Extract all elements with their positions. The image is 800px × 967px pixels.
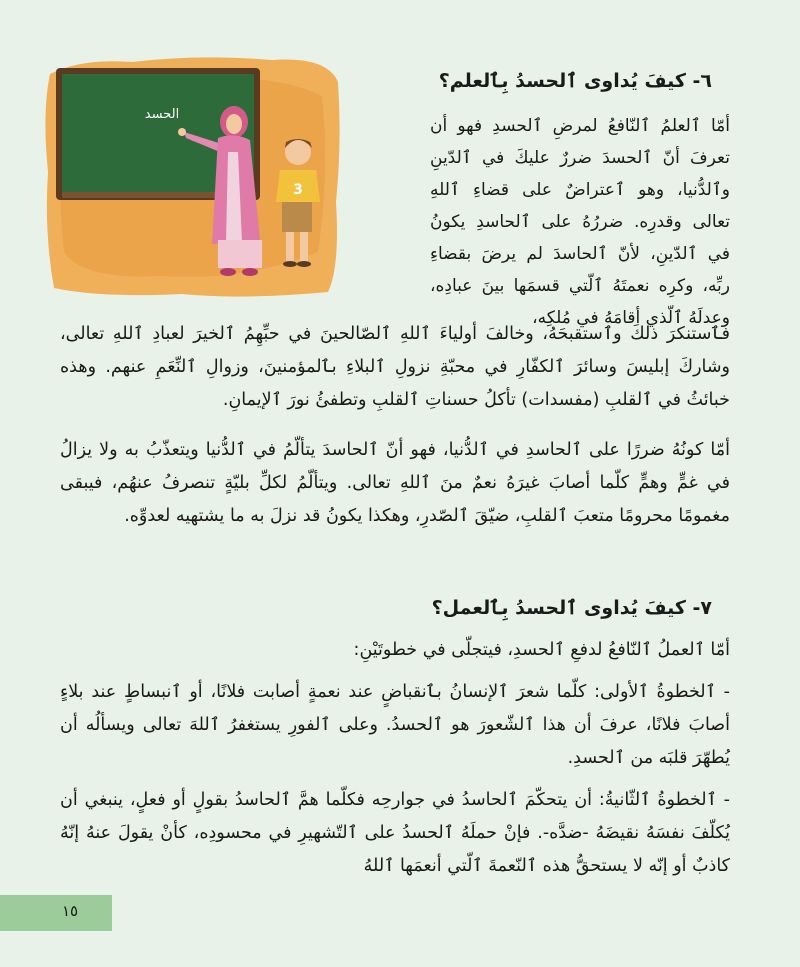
paragraph-text: فٱستنكرَ ذلكَ وٱستقبحَهُ، وخالفَ أولياءَ ٱللهِ ٱلصّالحينَ في حبِّهِمُ ٱلخيرَ لعبادِ ٱللهِ تعالى، وشاركَ إبليسَ وسائرَ ٱلكفّارِ في محبّةِ نزولِ ٱلبلاءِ بٱلمؤمنينَ، وزوالِ ٱلنِّعَمِ عنهم. وهذه خبائثُ في ٱلقلبِ (مفسدات) تأكلُ حسناتِ ٱلقلبِ وتطفئُ نورَ ٱلإيمانِ. (60, 324, 730, 410)
paragraph-text: - ٱلخطوةُ ٱلأولى: كلّما شعرَ ٱلإنسانُ بٱنقباضٍ عند نعمةٍ أصابت فلانًا، أو ٱنبساطٍ عند بلاءٍ أصابَ فلانًا، عرفَ أن هذا ٱلشّعورَ هو ٱلحسدُ. وعلى ٱلفورِ يستغفرُ ٱللهَ تعالى ويسألُه أن يُطهّرَ قلبَه من ٱلحسدِ. (60, 682, 730, 768)
shirt-number: 3 (293, 182, 303, 198)
section-7-step-1 (60, 676, 730, 775)
section-6-heading: ٦- كيفَ يُداوى ٱلحسدُ بِٱلعلم؟ (438, 70, 712, 92)
paragraph-text: - ٱلخطوةُ ٱلثّانيةُ: أن يتحكّمَ ٱلحاسدُ في جوارحِه فكلّما همَّ ٱلحاسدُ بقولٍ أو فعلٍ، ينبغي أن يُكلّفَ نفسَهُ نقيضَهُ -ضدَّه-. فإنْ حملَهُ ٱلحسدُ على ٱلتّشهيرِ في محسودِه، كأنْ يقولَ عنهُ إنّهُ كاذبٌ أو إنّه لا يستحقُّ هذه ٱلنّعمةَ ٱلّتي أنعمَها ٱللهُ (60, 790, 730, 876)
classroom-illustration (42, 52, 342, 300)
section-6-paragraph-3 (60, 434, 730, 533)
section-6-paragraph-1 (430, 110, 730, 334)
section-7-intro (60, 634, 730, 667)
page-number: ١٥ (62, 902, 79, 920)
section-6-paragraph-2 (60, 318, 730, 417)
board-label: الحسد (144, 107, 180, 122)
section-7-heading: ٧- كيفَ يُداوى ٱلحسدُ بِٱلعمل؟ (431, 597, 712, 619)
paragraph-text: أمّا ٱلعلمُ ٱلنّافعُ لمرضِ ٱلحسدِ فهو أن تعرفَ أنّ ٱلحسدَ ضررٌ عليكَ في ٱلدّينِ وٱلدُّنيا، وهو ٱعتراضٌ على قضاءِ ٱللهِ تعالى وقدرِه. ضررُهُ على ٱلحاسدِ يكونُ في ٱلدّينِ، لأنّ ٱلحاسدَ لم يرضَ بقضاءِ ربِّه، وكرِه نعمتَهُ ٱلّتي قسمَها بينَ عبادِه، وعدلَهُ ٱلّذي أقامَهُ في مُلكِه، (430, 116, 730, 328)
page-number-tab (0, 895, 112, 931)
paragraph-text: أمّا ٱلعملُ ٱلنّافعُ لدفعِ ٱلحسدِ، فيتجلّى في خطوتَيْنِ: (353, 640, 730, 660)
paragraph-text: أمّا كونُهُ ضررًا على ٱلحاسدِ في ٱلدُّنيا، فهو أنّ ٱلحاسدَ يتألّمُ في ٱلدُّنيا ويتعذّبُ به ولا يزالُ في غمٍّ وهمٍّ كلّما أصابَ غيرَهُ نعمٌ منَ ٱللهِ تعالى. ويتألّمُ لكلِّ بليّةٍ تنصرفُ عنهُم، فيبقى مغمومًا محرومًا متعبَ ٱلقلبِ، ضيّقَ ٱلصّدرِ، وهكذا يكونُ قد نزلَ به ما يشتهيه لعدوِّه. (60, 440, 730, 526)
section-7-step-2 (60, 784, 730, 883)
